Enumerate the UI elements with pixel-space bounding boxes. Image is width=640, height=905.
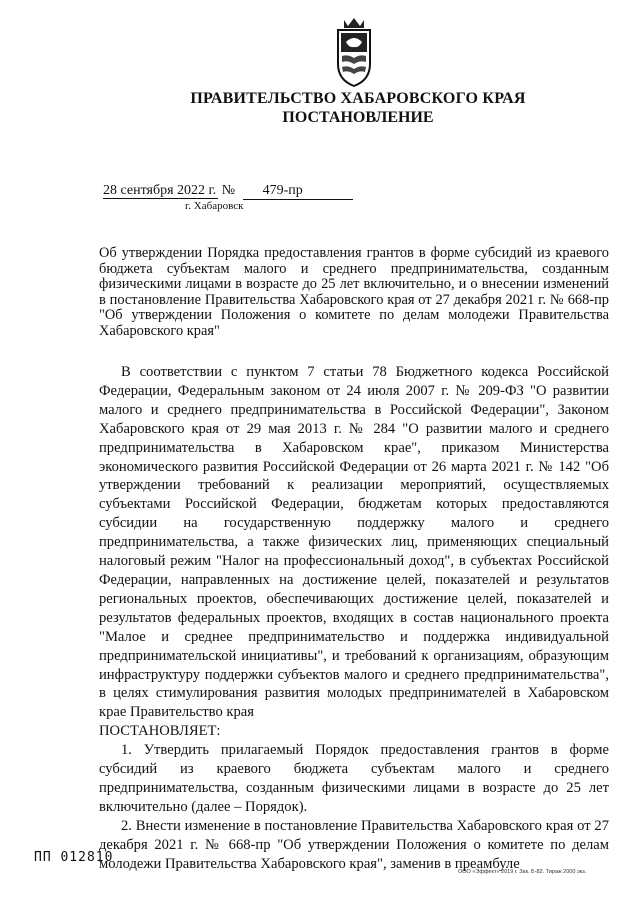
document-city: г. Хабаровск — [185, 200, 244, 212]
government-title: ПРАВИТЕЛЬСТВО ХАБАРОВСКОГО КРАЯ — [190, 90, 526, 107]
document-subject: Об утверждении Порядка предоставления грантов в форме субсидий из краевого бюджета субъектам малого и среднего предпринимательства, созданным физическими лицами в возрасте до 25 лет включительно, и о внесении изменений в постановление Правительства Хабаровского края от 27 декабря 2021 г. № 668-пр "Об утверждении Положения о комитете по делам молодежи Правительства Хабаровского края" — [99, 245, 609, 339]
resolves-heading: ПОСТАНОВЛЯЕТ: — [99, 723, 221, 740]
registration-stamp: ПП 012810 — [34, 850, 114, 865]
document-date: 28 сентября 2022 г. — [103, 183, 217, 198]
khabarovsk-coat-of-arms-icon — [324, 12, 384, 92]
number-label: № — [221, 183, 236, 198]
document-body — [99, 363, 609, 873]
preamble-paragraph: В соответствии с пунктом 7 статьи 78 Бюджетного кодекса Российской Федерации, Федеральным законом от 24 июля 2007 г. № 209-ФЗ "О развитии малого и среднего предпринимательства в Российской Федерации", Законом Хабаровского края от 29 мая 2013 г. № 284 "О развитии малого и среднего предпринимательства в Хабаровском крае", приказом Министерства экономического развития Российской Федерации от 26 марта 2021 г. № 142 "Об утверждении требований к реализации мероприятий, осуществляемых субъектами Российской Федерации, бюджетам которых предоставляются субсидии на государственную поддержку малого и среднего предпринимательства, а также физических лиц, применяющих специальный налоговый режим "Налог на профессиональный доход", в субъектах Российской Федерации, направленных на достижение целей, показателей и результатов региональных проектов, обеспечивающих достижение целей, показателей и результатов федеральных проектов, входящих в состав национального проекта "Малое и среднее предпринимательство и поддержка индивидуальной предпринимательской инициативы", и требований к организациям, образующим инфраструктуру поддержки субъектов малого и среднего предпринимательства", в целях стимулирования развития молодых предпринимателей в Хабаровском крае Правительство края — [99, 364, 609, 721]
date-number-line — [103, 183, 353, 200]
printer-imprint: ООО «Эффект» 2019 г. Зак. Б-82. Тираж 2000 экз. — [458, 869, 587, 875]
document-number: 479-пр — [243, 183, 353, 200]
item-1-paragraph: 1. Утвердить прилагаемый Порядок предоставления грантов в форме субсидий из краевого бюджета субъектам малого и среднего предпринимательства, созданным физическими лицами в возрасте до 25 лет включительно (далее – Порядок). — [99, 742, 609, 815]
document-type: ПОСТАНОВЛЕНИЕ — [282, 109, 434, 126]
item-2-paragraph: 2. Внести изменение в постановление Правительства Хабаровского края от 27 декабря 2021 г. № 668-пр "Об утверждении Положения о комитете по делам молодежи Правительства Хабаровского края", заменив в преамбуле — [99, 817, 609, 872]
